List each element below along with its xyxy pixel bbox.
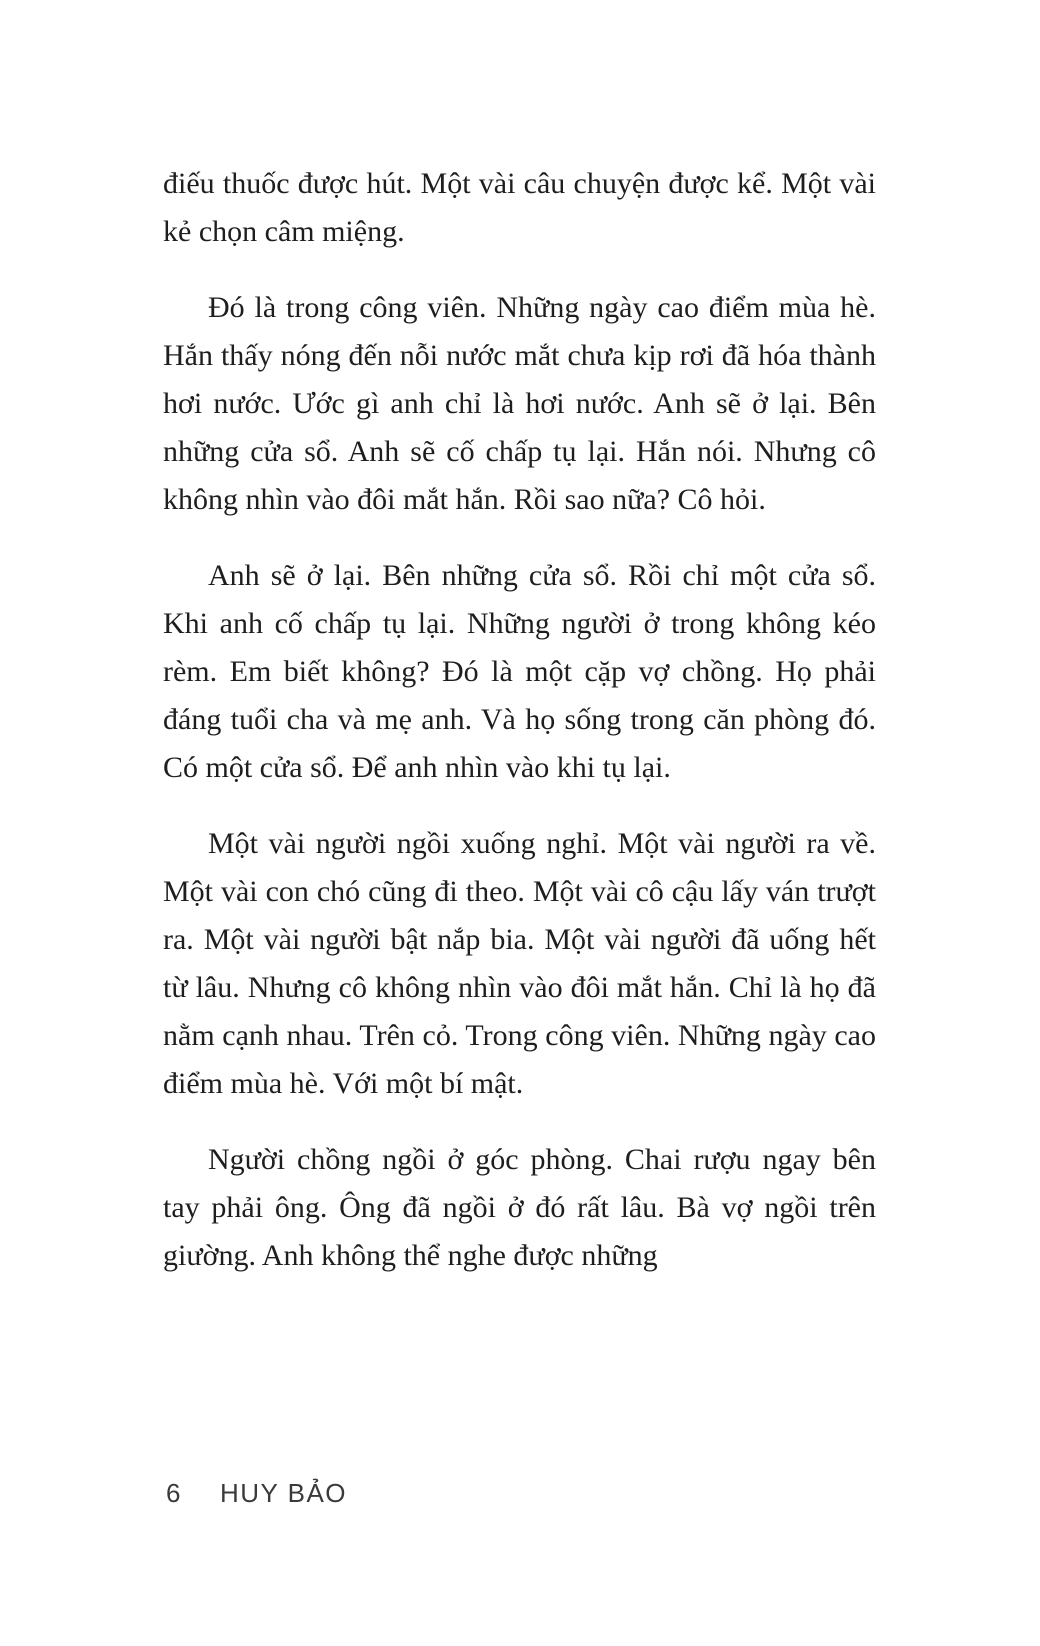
book-page-text-block [163, 160, 876, 1308]
body-paragraph-2: Đó là trong công viên. Những ngày cao điểm mùa hè. Hắn thấy nóng đến nỗi nước mắt chưa kịp rơi đã hóa thành hơi nước. Ước gì anh chỉ là hơi nước. Anh sẽ ở lại. Bên những cửa sổ. Anh sẽ cố chấp tụ lại. Hắn nói. Nhưng cô không nhìn vào đôi mắt hắn. Rồi sao nữa? Cô hỏi. [163, 291, 876, 516]
body-paragraph-5: Người chồng ngồi ở góc phòng. Chai rượu ngay bên tay phải ông. Ông đã ngồi ở đó rất lâu. Bà vợ ngồi trên giường. Anh không thể nghe được những [163, 1143, 876, 1272]
body-paragraph-4: Một vài người ngồi xuống nghỉ. Một vài người ra về. Một vài con chó cũng đi theo. Một vài cô cậu lấy ván trượt ra. Một vài người bật nắp bia. Một vài người đã uống hết từ lâu. Nhưng cô không nhìn vào đôi mắt hắn. Chỉ là họ đã nằm cạnh nhau. Trên cỏ. Trong công viên. Những ngày cao điểm mùa hè. Với một bí mật. [163, 827, 876, 1100]
page-number: 6 [166, 1478, 182, 1508]
page-footer [166, 1477, 347, 1509]
running-footer-author: HUY BẢO [219, 1478, 348, 1508]
body-paragraph-3: Anh sẽ ở lại. Bên những cửa sổ. Rồi chỉ một cửa sổ. Khi anh cố chấp tụ lại. Những người ở trong không kéo rèm. Em biết không? Đó là một cặp vợ chồng. Họ phải đáng tuổi cha và mẹ anh. Và họ sống trong căn phòng đó. Có một cửa sổ. Để anh nhìn vào khi tụ lại. [163, 559, 876, 784]
body-paragraph-1: điếu thuốc được hút. Một vài câu chuyện được kể. Một vài kẻ chọn câm miệng. [163, 167, 876, 248]
